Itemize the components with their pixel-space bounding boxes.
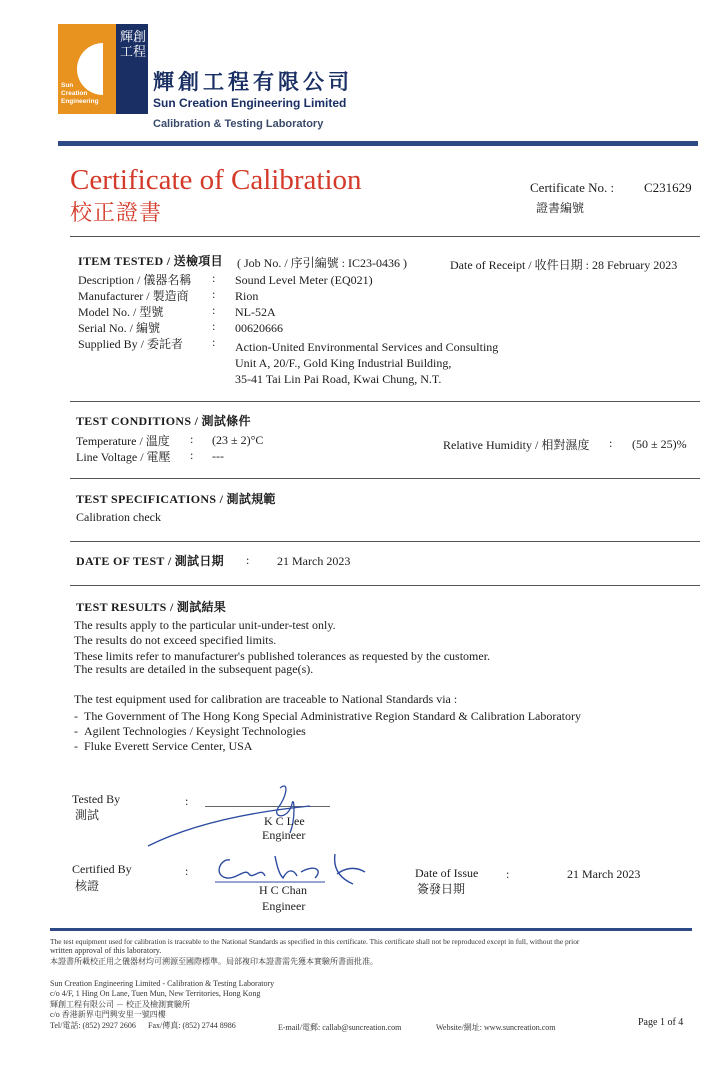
field-label: Manufacturer / 製造商: [78, 289, 189, 303]
field-label: Description / 儀器名稱: [78, 273, 192, 287]
footer-fax: Fax/傳真: (852) 2744 8986: [148, 1021, 236, 1030]
tested-signature: [140, 778, 370, 848]
result-line: These limits refer to manufacturer's published tolerances as requested by the customer.: [74, 649, 491, 663]
certificate-no-value: C231629: [644, 180, 692, 195]
certificate-no-cn: 證書編號: [536, 201, 585, 215]
humidity-value: (50 ± 25)%: [632, 437, 687, 451]
footer-telephone: Tel/電話: (852) 2927 2606: [50, 1021, 136, 1030]
footer-disclaimer: written approval of this laboratory.: [50, 946, 162, 955]
address-line: 35-41 Tai Lin Pai Road, Kwai Chung, N.T.: [235, 372, 442, 386]
date-of-test-heading: DATE OF TEST / 測試日期: [76, 554, 224, 568]
certificate-title-cn: 校正證書: [70, 200, 163, 225]
footer-disclaimer-cn: 本證書所載校正用之儀器材均可溯源至國際標準。局部複印本證書需先獲本實驗所書面批准。: [50, 957, 378, 966]
tested-by-label: Tested By: [72, 792, 121, 806]
field-label: Supplied By / 委託者: [78, 337, 184, 351]
logo-en-text: Sun Creation Engineering: [61, 82, 99, 105]
certified-by-label-cn: 核證: [75, 879, 100, 893]
result-line: The results do not exceed specified limits.: [74, 633, 277, 647]
divider: [70, 401, 700, 402]
divider: [70, 478, 700, 479]
humidity-label: Relative Humidity / 相對濕度: [443, 438, 590, 452]
footer-address: c/o 香港新界屯門興安里一號四樓: [50, 1010, 166, 1019]
traceable-item: - The Government of The Hong Kong Special Administrative Region Standard & Calibration Laboratory: [74, 709, 582, 723]
field-colon: :: [212, 319, 216, 333]
field-colon: :: [212, 303, 216, 317]
field-value: 00620666: [235, 321, 283, 335]
field-value: Rion: [235, 289, 259, 303]
item-tested-heading: ITEM TESTED / 送檢項目: [78, 254, 223, 268]
date-of-issue-label: Date of Issue: [415, 866, 479, 880]
logo-cn-text: 輝創工程: [120, 30, 147, 60]
footer-email: E-mail/電郵: callab@suncreation.com: [278, 1023, 402, 1032]
field-value: Action-United Environmental Services and Consulting: [235, 340, 499, 354]
certificate-title: Certificate of Calibration: [70, 164, 362, 196]
date-of-issue-label-cn: 簽發日期: [417, 882, 466, 896]
voltage-label: Line Voltage / 電壓: [76, 450, 171, 464]
header-rule: [58, 141, 698, 146]
field-value: Sound Level Meter (EQ021): [235, 273, 373, 287]
field-colon: :: [506, 867, 510, 881]
test-specifications-heading: TEST SPECIFICATIONS / 測試規範: [76, 492, 276, 506]
laboratory-name: Calibration & Testing Laboratory: [153, 118, 324, 130]
result-line: The results are detailed in the subsequent page(s).: [74, 662, 314, 676]
traceable-item: - Fluke Everett Service Center, USA: [74, 739, 253, 753]
field-colon: :: [212, 287, 216, 301]
footer-address: c/o 4/F, 1 Hing On Lane, Tuen Mun, New Territories, Hong Kong: [50, 989, 261, 998]
divider: [70, 541, 700, 542]
tested-by-name: K C Lee: [264, 814, 305, 828]
temperature-value: (23 ± 2)°C: [212, 433, 264, 447]
footer-address: Sun Creation Engineering Limited - Calibration & Testing Laboratory: [50, 979, 275, 988]
field-colon: :: [185, 794, 189, 808]
date-of-issue-value: 21 March 2023: [567, 867, 641, 881]
temperature-label: Temperature / 溫度: [76, 434, 170, 448]
test-specifications-value: Calibration check: [76, 510, 161, 524]
date-of-receipt: Date of Receipt / 收件日期 : 28 February 2023: [450, 258, 678, 272]
company-name-cn: 輝創工程有限公司: [153, 71, 353, 94]
divider: [70, 236, 700, 237]
test-conditions-heading: TEST CONDITIONS / 測試條件: [76, 414, 251, 428]
field-colon: :: [185, 864, 189, 878]
field-colon: :: [246, 553, 250, 567]
footer-address: 輝創工程有限公司 － 校正及檢測實驗所: [50, 1000, 190, 1009]
certificate-no-label: Certificate No. :: [530, 180, 615, 195]
field-colon: :: [190, 448, 194, 462]
field-colon: :: [212, 335, 216, 349]
job-no: ( Job No. / 序引編號 : IC23-0436 ): [237, 256, 407, 270]
traceable-item: - Agilent Technologies / Keysight Technologies: [74, 724, 306, 738]
company-name-en: Sun Creation Engineering Limited: [153, 96, 347, 110]
address-line: Unit A, 20/F., Gold King Industrial Building,: [235, 356, 452, 370]
certified-by-name: H C Chan: [259, 883, 307, 897]
tested-by-title: Engineer: [262, 828, 306, 842]
company-logo: [58, 24, 148, 114]
field-label: Model No. / 型號: [78, 305, 164, 319]
field-colon: :: [212, 271, 216, 285]
footer-disclaimer: The test equipment used for calibration is traceable to the National Standards as specified in this certificate. This certificate shall not be reproduced except in full, without the prior: [50, 937, 580, 946]
field-colon: :: [190, 432, 194, 446]
certified-by-label: Certified By: [72, 862, 132, 876]
voltage-value: ---: [212, 449, 224, 463]
test-results-heading: TEST RESULTS / 測試結果: [76, 600, 227, 614]
tested-by-label-cn: 測試: [75, 808, 100, 822]
certified-by-title: Engineer: [262, 899, 306, 913]
field-value: NL-52A: [235, 305, 276, 319]
footer-website: Website/網址: www.suncreation.com: [436, 1023, 556, 1032]
divider: [70, 585, 700, 586]
page-number: Page 1 of 4: [638, 1017, 684, 1028]
field-colon: :: [609, 436, 613, 450]
date-of-test-value: 21 March 2023: [277, 554, 351, 568]
footer-rule: [50, 928, 692, 931]
result-line: The results apply to the particular unit-under-test only.: [74, 618, 336, 632]
field-label: Serial No. / 編號: [78, 321, 160, 335]
traceability-intro: The test equipment used for calibration are traceable to National Standards via :: [74, 692, 458, 706]
